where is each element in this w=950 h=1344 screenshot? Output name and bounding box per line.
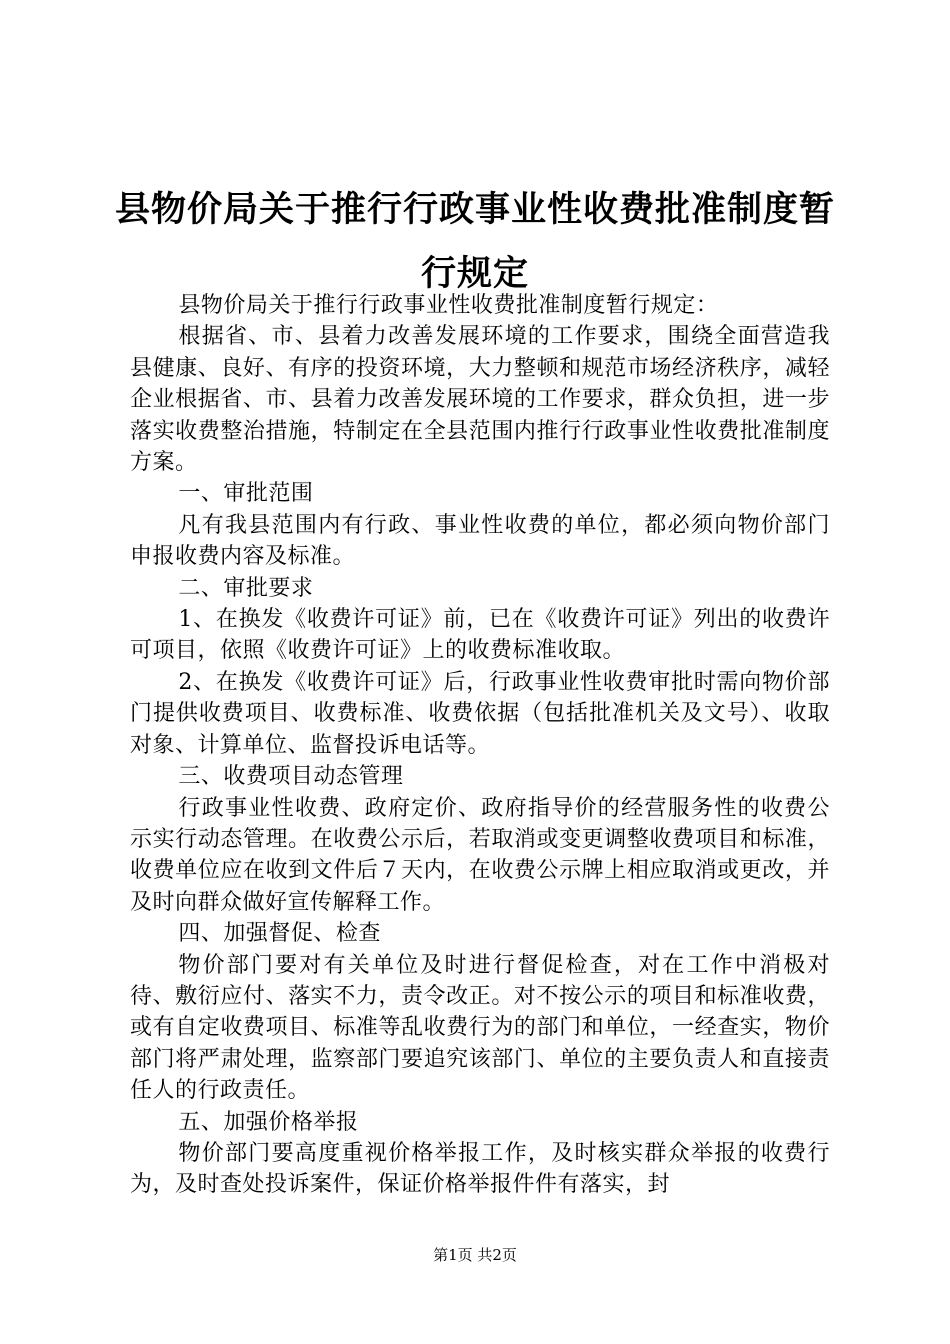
section-heading-supervision: 四、加强督促、检查	[178, 921, 381, 947]
requirement-item-2: 2、在换发《收费许可证》后，行政事业性收费审批时需向物价部门提供收费项目、收费标准、收费依据（包括批准机关及文号）、收取对象、计算单位、监督投诉电话等。	[130, 669, 830, 758]
section-heading-dynamic-management: 三、收费项目动态管理	[178, 764, 404, 790]
preamble-paragraph: 根据省、市、县着力改善发展环境的工作要求，围绕全面营造我县健康、良好、有序的投资环境，大力整顿和规范市场经济秩序，减轻企业根据省、市、县着力改善发展环境的工作要求，群众负担，进一步落实收费整治措施，特制定在全县范围内推行行政事业性收费批准制度方案。	[130, 324, 830, 476]
document-body	[130, 290, 830, 1201]
section-heading-price-reporting: 五、加强价格举报	[178, 1109, 359, 1135]
document-title: 县物价局关于推行行政事业性收费批准制度暂行规定	[114, 190, 835, 294]
section-heading-requirements: 二、审批要求	[178, 575, 314, 601]
supervision-paragraph: 物价部门要对有关单位及时进行督促检查，对在工作中消极对待、敷衍应付、落实不力，责令改正。对不按公示的项目和标准收费，或有自定收费项目、标准等乱收费行为的部门和单位，一经查实，物价部门将严肃处理，监察部门要追究该部门、单位的主要负责人和直接责任人的行政责任。	[130, 952, 830, 1104]
dynamic-management-paragraph: 行政事业性收费、政府定价、政府指导价的经营服务性的收费公示实行动态管理。在收费公示后，若取消或变更调整收费项目和标准，收费单位应在收到文件后７天内，在收费公示牌上相应取消或更改，并及时向群众做好宣传解释工作。	[130, 795, 830, 915]
price-reporting-paragraph: 物价部门要高度重视价格举报工作，及时核实群众举报的收费行为，及时查处投诉案件，保证价格举报件件有落实，封	[130, 1140, 830, 1198]
section-heading-scope: 一、审批范围	[178, 481, 314, 507]
intro-line: 县物价局关于推行行政事业性收费批准制度暂行规定：	[178, 293, 719, 318]
scope-paragraph: 凡有我县范围内有行政、事业性收费的单位，都必须向物价部门申报收费内容及标准。	[130, 512, 830, 570]
page-footer: 第1页 共2页	[433, 1246, 517, 1264]
requirement-item-1: 1、在换发《收费许可证》前，已在《收费许可证》列出的收费许可项目，依照《收费许可证》上的收费标准收取。	[130, 607, 830, 664]
